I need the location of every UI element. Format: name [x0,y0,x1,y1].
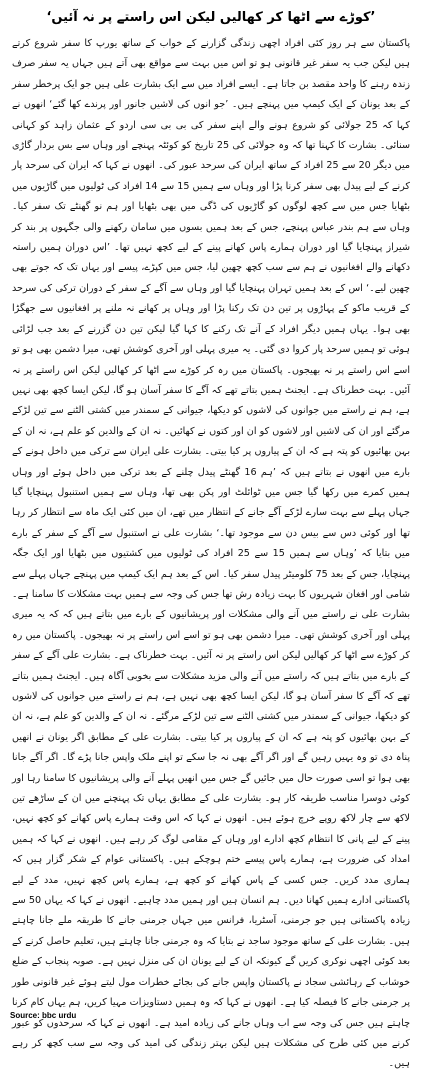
article-paragraph: پاکستان سے ہر روز کئی افراد اچھی زندگی گزارنے کے خواب کے ساتھ یورپ کا سفر شروع کرتے ہیں لیکن جب یہ سفر غیر قانونی ہو تو اس میں بہت سے مواقع بھی آتے ہیں جہاں یہ سفر صرف زندہ رہنے کا واحد مقصد بن جاتا ہے۔ ایسے افراد میں سے ایک بشارت علی ہیں جو ایک پرخطر سفر کے بعد یونان کے ایک کیمپ میں پہنچے ہیں۔ ’جو انوں کی لاشیں جانور اور پرندے کھا گئے‘ انھوں نے کہا کہ 25 جولائی کو شروع ہونے والے اپنے سفر کی بی بی سی اردو کے عثمان زاہد کو کہانی سنائی۔ بشارت کا کہنا تھا کہ وہ جولائی کی 25 تاریخ کو کوئٹہ پہنچے اور وہاں سے بس بردار گاڑی میں دیگر 20 سے 25 افراد کے ساتھ ایران کی سرحد عبور کی۔ انھوں نے کہا کہ ایران کی سرحد پار کرنے کے لیے پیدل بھی سفر کرنا پڑا اور وہاں سے ہمیں 15 سے 14 افراد کی ٹولیوں میں گاڑیوں میں بٹھایا جس میں سے کچھ لوگوں کو گاڑیوں کی ڈگی میں بھی بٹھایا اور ہم نو گھنٹے تک سفر کیا۔ وہاں سے ہم بندر عباس پہنچے، جس کے بعد ہمیں بسوں میں سامان رکھنے والی جگہوں پر بند کر شیراز پہنچایا گیا اور دوران ہمارے پاس کھانے پینے کے لیے کچھ نہیں تھا۔ ’اس دوران ہمیں راستہ دکھانے والے افغانیوں نے ہم سے سب کچھ چھین لیا، جس میں کپڑے، پیسے اور یہاں تک کہ جوتے بھی چھین لیے۔‘ اس کے بعد ہمیں تہران پہنچایا گیا اور وہاں سے آگے کے سفر کے دوران ترکی کی سرحد کے قریب ماکو کے پہاڑوں پر تین دن تک رکنا پڑا اور وہاں پر کھانے نہ ملنے پر افغانیوں سے جھگڑا بھی ہوا۔ یہاں ہمیں دیگر افراد کے آنے تک رکنے کا کہا گیا لیکن تین دن گزرنے کے بعد جب لڑائی ہوئی تو ہمیں سرحد پار کروا دی گئی۔ یہ میری پہلی اور آخری کوشش تھی، میرا دشمن بھی ہو تو اسے اس راستے پر نہ بھیجوں۔ پاکستان میں رہ کر کوڑے سے اٹھا کر کھالیں لیکن اس راستے پر نہ آئیں۔ بہت خطرناک ہے۔ ایجنٹ ہمیں بتاتے تھے کہ آگے کا سفر آسان ہو گا، لیکن ایسا کچھ بھی نہیں ہے، ہم نے راستے میں جوانوں کی لاشوں کو دیکھا، جیوانی کے سمندر میں کشتی الٹنے سے تین لڑکے مرگئے اور ان کی لاشیں اور لاشوں کو ان اور کتوں نے کھائیں۔ نہ ان کے والدین کو علم ہے، نہ ان کے بہن بھائیوں کو پتہ ہے کہ ان کے پیاروں پر کیا بیتی۔ بشارت علی ایران سے ترکی میں داخل ہونے کے بارے میں انھوں نے بتاتے ہیں کہ ’ہم 16 گھنٹے پیدل چلنے کے بعد ترکی میں داخل ہوئے اور وہاں ہمیں کمرے میں رکھا گیا جس میں ٹوائلٹ اور پکن بھی تھا، وہاں سے ہمیں استنبول پہنچایا گیا جہاں پہلے سے بہت سارے لڑکے آگے جانے کے انتظار میں تھے، ان میں کئی ایک ماہ سے انتظار کر رہا تھا اور کوئی دس سے بیس دن سے موجود تھا۔‘ بشارت علی نے استنبول سے آگے کے سفر کے بارے میں بتایا کہ ’وہاں سے ہمیں 15 سے 25 افراد کی ٹولیوں میں کشتیوں میں بٹھایا اور ایک جگہ پہنچایا، جس کے بعد 75 کلومیٹر پیدل سفر کیا۔ اس کے بعد ہم ایک کیمپ میں پہنچے جہاں پہلے سے شامی اور افغان شہریوں کا بہت زیادہ رش تھا جس کی وجہ سے ہمیں بہت مشکلات کا سامنا ہے۔ بشارت علی نے راستے میں آنے والی مشکلات اور پریشانیوں کے بارے میں بتاتے ہیں کہ کہ یہ میری پہلی اور آخری کوشش تھی۔ میرا دشمن بھی ہو تو اسے اس راستے پر نہ بھیجوں۔ پاکستان میں رہ کر کوڑے سے اٹھا کر کھالیں لیکن اس راستے پر نہ آئیں۔ بہت خطرناک ہے۔ بشارت علی آگے کے سفر کے بارے میں بتاتے ہیں کہ راستے میں آنے والی مزید مشکلات سے بخوبی آگاہ ہیں۔ ایجنٹ ہمیں بتاتے تھے کہ آگے کا سفر آسان ہو گا، لیکن ایسا کچھ بھی نہیں ہے، ہم نے راستے میں جوانوں کی لاشوں کو دیکھا، جیوانی کے سمندر میں کشتی الٹنے سے تین لڑکے مرگئے۔ نہ ان کے والدین کو علم ہے، نہ ان کے بہن بھائیوں کو پتہ ہے کہ ان کے پیاروں پر کیا بیتی۔ بشارت علی کے مطابق اگر یونان نے انھیں پناہ دی تو وہ یہیں رہیں گے اور اگر آگے بھی نہ جا سکے تو اپنے ملک واپس جانا پڑے گا۔ اگر آگے جانا بھی ہوا تو اسی صورت حال میں جائیں گے جس میں انھیں پہلے آنے والی پریشانیوں کا سامنا رہا اور کوئی دوسرا مناسب طریقہ کار ہو۔ بشارت علی کے مطابق یہاں تک پہنچنے میں ان کے ساڑھے تین لاکھ سے چار لاکھ روپے خرچ ہوئے ہیں۔ انھوں نے کہا کہ اس وقت ہمارے پاس کھانے کو کچھ نہیں، پینے کے لیے پانی کا انتظام کچھ ادارے اور وہاں کے مقامی لوگ کر رہے ہیں۔ انھوں نے کہا کہ ہمیں امداد کی ضرورت ہے، ہمارے پاس پیسے ختم ہوچکے ہیں۔ پاکستانی عوام کے شکر گزار ہیں کہ ہماری مدد کریں۔ جس کسی کے پاس کھانے کو کچھ ہے، ہمارے پاس کچھ نہیں، مدد کے لیے پاکستانی ادارے ہمیں کھانا دیں۔ ہم انسان ہیں اور ہمیں مدد چاہیے۔ انھوں نے کہا کہ یہاں 50 سے زیادہ پاکستانی ہیں جو جرمنی، آسٹریا، فرانس میں جہاں جرمنی جانے کا طریقہ ملے جانا چاہتے ہیں۔ بشارت علی کے ساتھ موجود ساجد نے بتایا کہ وہ جرمنی جانا چاہتے ہیں، تعلیم حاصل کرنے کے بعد کوئی اچھی نوکری کریں گے کیونکہ ان کے لیے یونان ان کی منزل نہیں ہے۔ صوبہ پنجاب کے ضلع خوشاب کے رہائشی سجاد نے پاکستان واپس جانے کی بجائے خطرات مول لیتے ہوئے غیر قانونی طور پر جرمنی جانے کا فیصلہ کیا ہے۔ انھوں نے کہا کہ وہ ہمیں دستاویزات مہیا کریں، ہم یہاں کام کرنا چاہتے ہیں جس کی وجہ سے اب وہاں جانے کی زیادہ امید ہے۔ انھوں نے کہا کہ سرحدوں کو عبور کرنے میں کئی طرح کی مشکلات ہیں لیکن بہتر زندگی کی امید کی وجہ سے سب کچھ کر رہے ہیں۔ [12,38,411,1070]
article-headline: ’کوڑے سے اٹھا کر کھالیں لیکن اس راستے پر نہ آئیں‘ [46,10,376,25]
source-credit: Source: bbc urdu [10,1011,77,1020]
